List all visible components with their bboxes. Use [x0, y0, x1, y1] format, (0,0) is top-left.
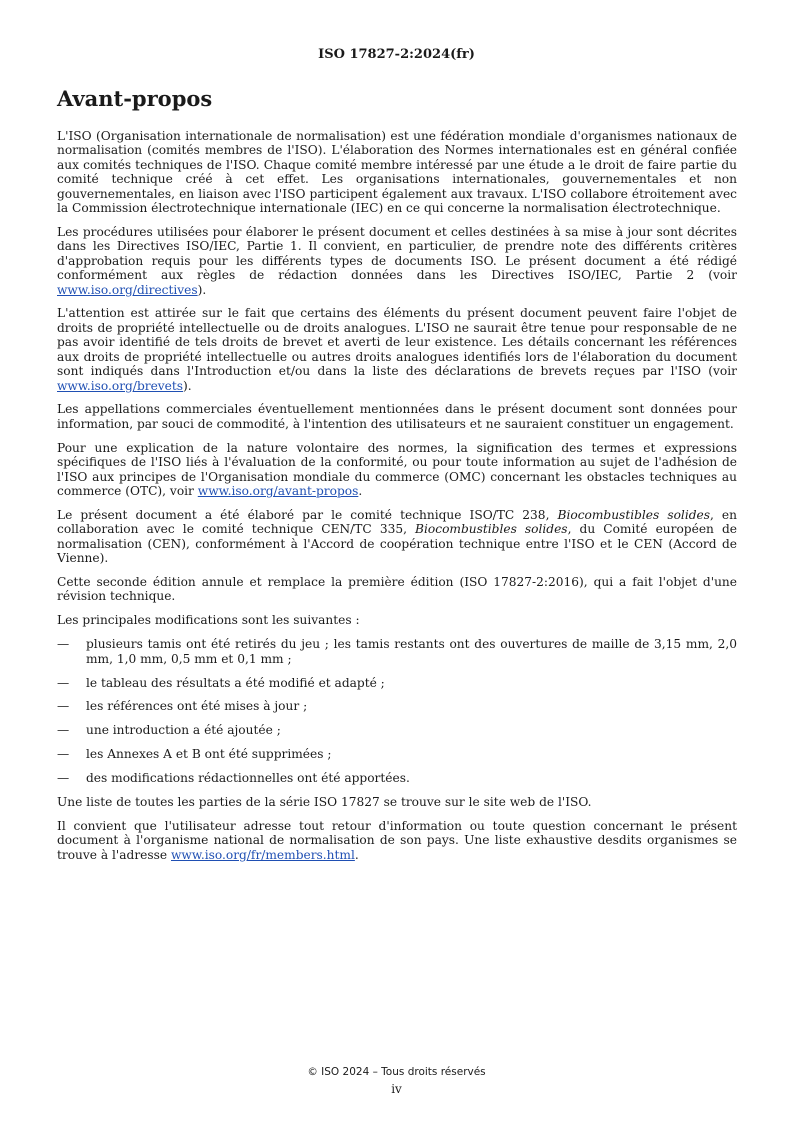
link-directives[interactable]: www.iso.org/directives — [57, 282, 198, 297]
paragraph-trade-names: Les appellations commerciales éventuellement mentionnées dans le présent document sont données pour information, par souci de commodité, à l'intention des utilisateurs et ne sauraient constituer un engagement. — [57, 402, 737, 431]
committee-title-italic: Biocombustibles solides — [415, 522, 568, 537]
changes-list — [57, 637, 737, 785]
paragraph-text: L'attention est attirée sur le fait que certains des éléments du présent document peuvent faire l'objet de droits de propriété intellectuelle ou de droits analogues. L'ISO ne saurait être tenue pour responsable de ne pas avoir identifié de tels droits de brevet et averti de leur existence. Les détails concernant les références aux droits de propriété intellectuelle ou autres droits analogues identifiés lors de l'élaboration du document sont indiqués dans l'Introduction et/ou dans la liste des déclarations de brevets reçues par l'ISO (voir — [57, 306, 737, 379]
page-footer — [0, 1066, 793, 1096]
link-brevets[interactable]: www.iso.org/brevets — [57, 378, 184, 393]
paragraph-changes-intro: Les principales modifications sont les suivantes : — [57, 613, 360, 628]
list-item-text: une introduction a été ajoutée ; — [86, 723, 281, 738]
dash-bullet: — — [57, 723, 70, 738]
dash-bullet: — — [57, 747, 70, 762]
page-title: Avant-propos — [57, 86, 213, 111]
page-number: iv — [391, 1082, 402, 1096]
link-avant-propos[interactable]: www.iso.org/avant-propos — [197, 483, 359, 498]
paragraph-text: , en collaboration avec le comité technique CEN/TC 335, — [57, 507, 737, 537]
list-item — [57, 676, 737, 690]
paragraph-text: ). — [197, 282, 207, 297]
list-item — [57, 699, 737, 713]
dash-bullet: — — [57, 675, 70, 690]
paragraph-iso-intro: L'ISO (Organisation internationale de normalisation) est une fédération mondiale d'organismes nationaux de normalisation (comités membres de l'ISO). L'élaboration des Normes internationales est en général confiée aux comités techniques de l'ISO. Chaque comité membre intéressé par une étude a le droit de faire partie du comité technique créé à cet effet. Les organisations internationales, gouvernementales et non gouvernementales, en liaison avec l'ISO participent également aux travaux. L'ISO collabore étroitement avec la Commission électrotechnique internationale (IEC) en ce qui concerne la normalisation électrotechnique. — [57, 129, 737, 216]
paragraph-text: Il convient que l'utilisateur adresse tout retour d'information ou toute question concernant le présent document à l'organisme national de normalisation de son pays. Une liste exhaustive desdits organismes se trouve à l'adresse — [57, 818, 737, 862]
list-item — [57, 723, 737, 737]
paragraph-series-list: Une liste de toutes les parties de la série ISO 17827 se trouve sur le site web de l'ISO. — [57, 795, 592, 810]
paragraph-text: ). — [183, 378, 192, 393]
committee-title-italic: Biocombustibles solides — [557, 507, 710, 522]
link-members[interactable]: www.iso.org/fr/members.html — [170, 847, 355, 862]
paragraph-text: . — [354, 847, 359, 862]
paragraph-procedures — [57, 225, 737, 297]
paragraph-text: , du Comité européen de normalisation (CEN), conformément à l'Accord de coopération technique entre l'ISO et le CEN (Accord de Vienne). — [57, 522, 737, 566]
list-item-text: les Annexes A et B ont été supprimées ; — [86, 747, 332, 762]
paragraph-edition: Cette seconde édition annule et remplace la première édition (ISO 17827-2:2016), qui a fait l'objet d'une révision technique. — [57, 574, 737, 604]
dash-bullet: — — [57, 637, 70, 652]
paragraph-text: Les procédures utilisées pour élaborer le présent document et celles destinées à sa mise à jour sont décrites dans les Directives ISO/IEC, Partie 1. Il convient, en particulier, de prendre note des différents critères d'approbation requis pour les différents types de documents ISO. Le présent document a été rédigé conformément aux règles de rédaction données dans les Directives ISO/IEC, Partie 2 (voir — [57, 224, 737, 283]
foreword-body — [57, 129, 737, 872]
paragraph-text: Le présent document a été élaboré par le comité technique ISO/TC 238, — [57, 507, 558, 522]
paragraph-committee — [57, 508, 737, 566]
paragraph-text: Pour une explication de la nature volontaire des normes, la signification des termes et expressions spécifiques de l'ISO liés à l'évaluation de la conformité, ou pour toute information au sujet de l'adhésion de l'ISO aux principes de l'Organisation mondiale du commerce (OMC) concernant les obstacles techniques au commerce (OTC), voir — [57, 440, 737, 498]
list-item-text: des modifications rédactionnelles ont été apportées. — [86, 771, 410, 786]
list-item — [57, 637, 737, 666]
paragraph-voluntary-nature — [57, 441, 737, 499]
dash-bullet: — — [57, 699, 70, 714]
paragraph-text: . — [358, 483, 363, 498]
paragraph-feedback — [57, 819, 737, 862]
paragraph-patents — [57, 306, 737, 392]
list-item-text: le tableau des résultats a été modifié et adapté ; — [86, 675, 385, 690]
dash-bullet: — — [57, 771, 70, 786]
list-item — [57, 747, 737, 761]
list-item — [57, 771, 737, 785]
copyright-notice: © ISO 2024 – Tous droits réservés — [307, 1066, 486, 1078]
document-id-header: ISO 17827-2:2024(fr) — [318, 47, 475, 62]
list-item-text: plusieurs tamis ont été retirés du jeu ; les tamis restants ont des ouvertures de maille de 3,15 mm, 2,0 mm, 1,0 mm, 0,5 mm et 0,1 mm ; — [86, 637, 737, 666]
list-item-text: les références ont été mises à jour ; — [86, 699, 308, 714]
